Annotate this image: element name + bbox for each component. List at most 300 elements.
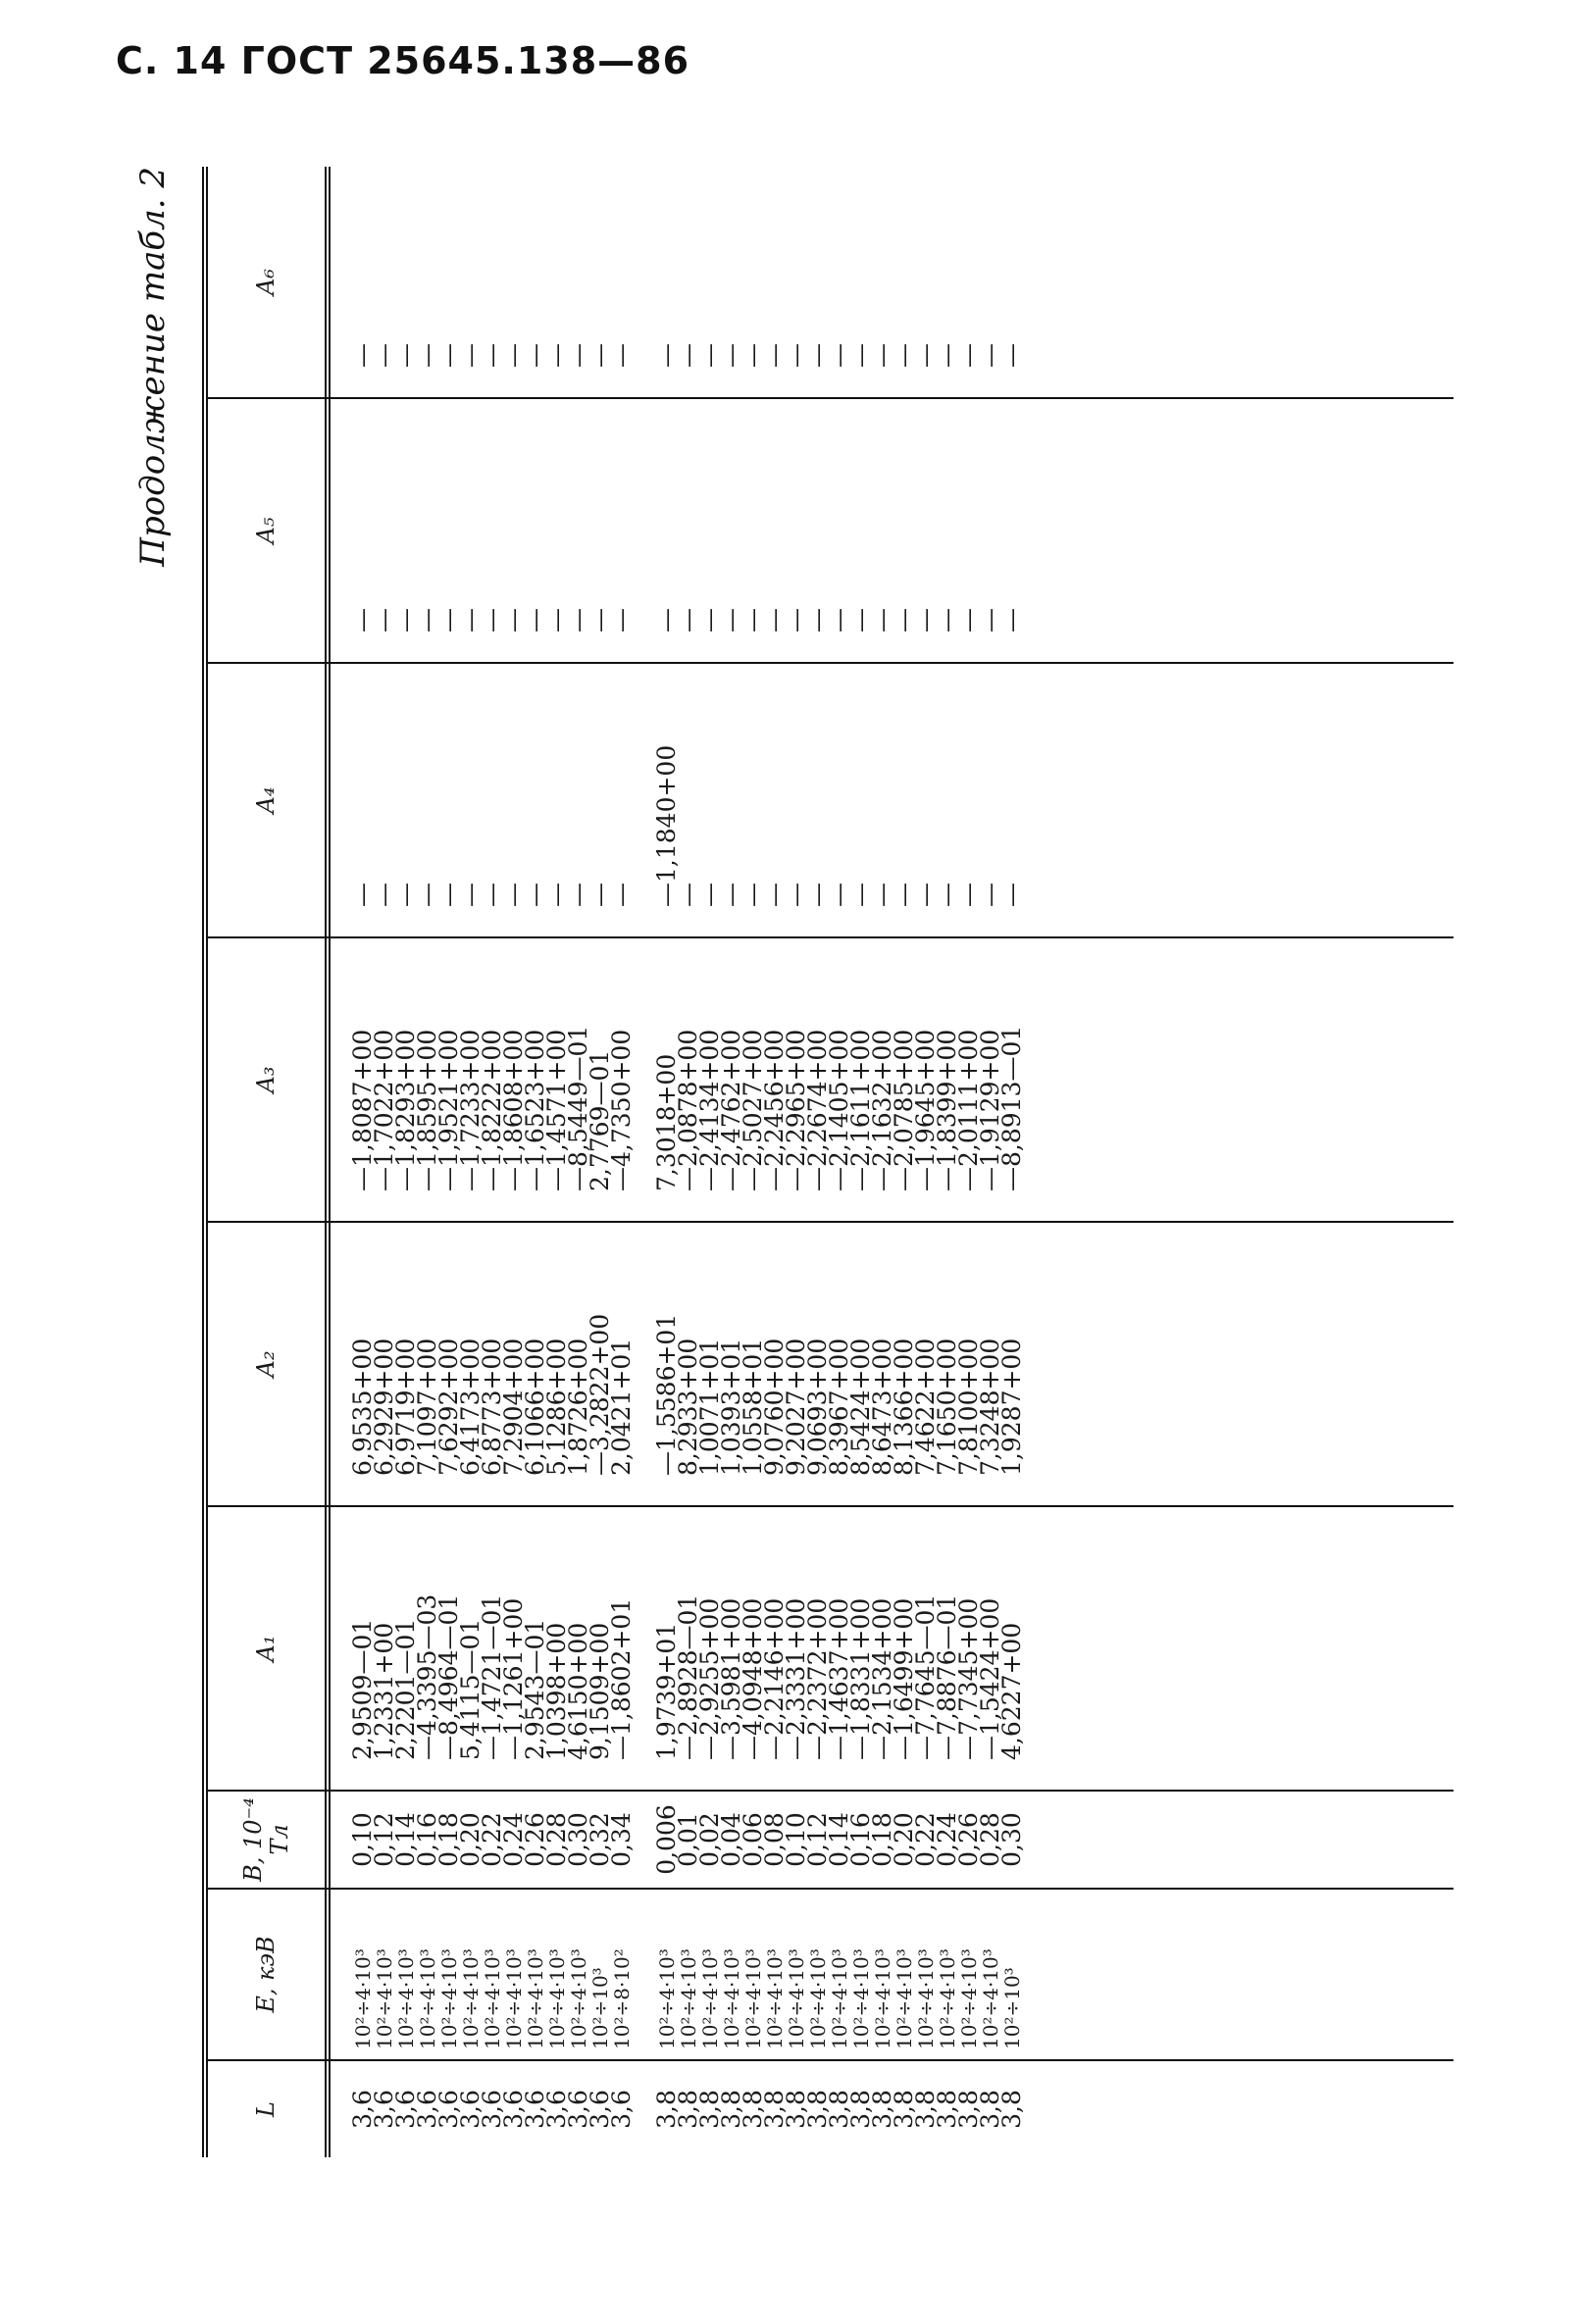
table-cell: 0,12 xyxy=(803,1812,832,1867)
table-cell: —7,7345+00 xyxy=(954,1597,983,1760)
table-cell: — xyxy=(607,883,636,907)
table-cell: —1,6523+00 xyxy=(521,1029,549,1191)
column-header-a1: A₁ xyxy=(208,1507,331,1790)
table-cell: 9,2027+00 xyxy=(782,1338,810,1476)
table-cell: 3,6 xyxy=(521,2090,549,2129)
table-cell: —4,0948+00 xyxy=(739,1597,767,1760)
table-cell: 7,8100+00 xyxy=(954,1338,983,1476)
column-a5 xyxy=(208,397,1454,662)
column-body-e xyxy=(331,1890,1454,2059)
table-cell: — xyxy=(717,343,745,368)
table-cell: —2,8928—01 xyxy=(674,1593,702,1760)
table-cell: 7,6292+00 xyxy=(434,1338,463,1476)
table-cell: — xyxy=(782,883,810,907)
column-l xyxy=(208,2059,1454,2157)
table-cell: 10²÷4·10³ xyxy=(677,1948,700,2049)
table-cell: —2,2965+00 xyxy=(782,1029,810,1191)
table-cell: 7,4622+00 xyxy=(911,1338,940,1476)
table-cell: —7,8876—01 xyxy=(933,1593,961,1760)
table-cell: 0,02 xyxy=(695,1812,724,1867)
column-header-a6: A₆ xyxy=(208,167,331,397)
table-cell: 10²÷4·10³ xyxy=(459,1948,483,2049)
table-cell: —8,8913—01 xyxy=(997,1025,1026,1191)
table-cell: — xyxy=(499,883,528,907)
table-cell: 3,8 xyxy=(739,2090,767,2129)
table-cell: — xyxy=(456,343,484,368)
table-cell: 3,8 xyxy=(782,2090,810,2129)
table-cell: 3,8 xyxy=(695,2090,724,2129)
table-cell: —4,7350+00 xyxy=(607,1029,636,1191)
table-cell: — xyxy=(348,343,377,368)
table-cell: — xyxy=(933,343,961,368)
table-cell: — xyxy=(499,343,528,368)
page-header: С. 14 ГОСТ 25645.138—86 xyxy=(116,39,690,82)
table-cell: —1,8222+00 xyxy=(478,1029,506,1191)
table-cell: — xyxy=(652,608,681,632)
table-cell: —2,1611+00 xyxy=(846,1029,875,1191)
table-cell: — xyxy=(370,883,398,907)
table-cell: 10²÷4·10³ xyxy=(720,1948,743,2049)
table-cell: — xyxy=(586,608,614,632)
table-cell: 0,01 xyxy=(674,1812,702,1867)
table-cell: — xyxy=(499,608,528,632)
table-cell: — xyxy=(803,883,832,907)
table-cell: — xyxy=(434,883,463,907)
table-cell: —8,5449—01 xyxy=(564,1025,592,1191)
table-cell: — xyxy=(521,608,549,632)
table-cell: — xyxy=(564,343,592,368)
table-cell: — xyxy=(846,883,875,907)
table-cell: — xyxy=(586,343,614,368)
column-body-l xyxy=(331,2061,1454,2157)
table-cell: —2,9255+00 xyxy=(695,1597,724,1760)
table-cell: 8,2933+00 xyxy=(674,1338,702,1476)
table-cell: 10²÷4·10³ xyxy=(437,1948,461,2049)
table-cell: —1,8087+00 xyxy=(348,1029,377,1191)
table-cell: 0,10 xyxy=(348,1812,377,1867)
table-cell: — xyxy=(717,608,745,632)
table-cell: 10²÷4·10³ xyxy=(481,1948,504,2049)
table-cell: 0,20 xyxy=(890,1812,918,1867)
table-cell: 10²÷10³ xyxy=(588,1967,612,2049)
table-cell: — xyxy=(868,608,896,632)
table-cell: —1,9645+00 xyxy=(911,1029,940,1191)
table-cell: 0,18 xyxy=(434,1812,463,1867)
table-cell: 0,22 xyxy=(911,1812,940,1867)
rotated-table xyxy=(133,167,1448,2157)
table-cell: — xyxy=(674,608,702,632)
table-cell: —8,4964—01 xyxy=(434,1593,463,1760)
table-cell: 0,28 xyxy=(976,1812,1004,1867)
column-a1 xyxy=(208,1505,1454,1790)
table-cell: — xyxy=(348,608,377,632)
table-cell: —2,0878+00 xyxy=(674,1029,702,1191)
table-cell: —7,7645—01 xyxy=(911,1593,940,1760)
column-header-l: L xyxy=(208,2061,331,2157)
table-cell: —1,5586+01 xyxy=(652,1313,681,1476)
table-cell: — xyxy=(825,883,853,907)
column-a2 xyxy=(208,1221,1454,1505)
column-body-a3 xyxy=(331,938,1454,1221)
table-cell: 10²÷4·10³ xyxy=(567,1948,590,2049)
table-cell: 10²÷4·10³ xyxy=(936,1948,959,2049)
table-cell: 0,26 xyxy=(521,1812,549,1867)
table-cell: — xyxy=(370,608,398,632)
table-cell: 10²÷4·10³ xyxy=(741,1948,765,2049)
table-cell: —1,8293+00 xyxy=(391,1029,420,1191)
table-cell: —1,9521+00 xyxy=(434,1029,463,1191)
table-cell: — xyxy=(976,883,1004,907)
table-cell: — xyxy=(542,883,571,907)
column-header-a4: A₄ xyxy=(208,664,331,936)
table-cell: — xyxy=(607,343,636,368)
table-cell: — xyxy=(674,883,702,907)
table-cell: — xyxy=(586,883,614,907)
table-cell: 0,30 xyxy=(997,1812,1026,1867)
table-cell: —2,2456+00 xyxy=(760,1029,789,1191)
table-cell: — xyxy=(391,883,420,907)
table-cell: —2,3331+00 xyxy=(782,1597,810,1760)
group-gap xyxy=(633,1890,656,2059)
column-body-a5 xyxy=(331,399,1454,662)
table-cell: — xyxy=(825,608,853,632)
table-cell: 5,1286+00 xyxy=(542,1338,571,1476)
table-cell: 0,16 xyxy=(413,1812,441,1867)
table-cell: — xyxy=(954,883,983,907)
table-cell: —2,1534+00 xyxy=(868,1597,896,1760)
table-cell: —1,5424+00 xyxy=(976,1597,1004,1760)
table-cell: 10²÷4·10³ xyxy=(698,1948,722,2049)
table-cell: 3,8 xyxy=(868,2090,896,2129)
table-cell: — xyxy=(911,883,940,907)
table-cell: — xyxy=(760,608,789,632)
table-cell: 10²÷4·10³ xyxy=(416,1948,439,2049)
table-cell: 10²÷4·10³ xyxy=(763,1948,787,2049)
table-cell: 7,1650+00 xyxy=(933,1338,961,1476)
table-cell: — xyxy=(652,343,681,368)
table-cell: — xyxy=(976,608,1004,632)
table-cell: — xyxy=(413,883,441,907)
table-cell: 0,14 xyxy=(825,1812,853,1867)
table-cell: — xyxy=(997,608,1026,632)
table-cell: 2,9543—01 xyxy=(521,1618,549,1760)
column-b xyxy=(208,1790,1454,1888)
table-cell: 3,8 xyxy=(717,2090,745,2129)
column-body-a6 xyxy=(331,167,1454,397)
column-header-a2: A₂ xyxy=(208,1223,331,1505)
table-cell: — xyxy=(739,343,767,368)
table-cell: — xyxy=(564,608,592,632)
table-cell: 0,28 xyxy=(542,1812,571,1867)
table-cell: 0,32 xyxy=(586,1812,614,1867)
table-cell: 3,8 xyxy=(803,2090,832,2129)
table-cell: — xyxy=(391,608,420,632)
table-cell: — xyxy=(846,343,875,368)
table-cell: —1,8602+01 xyxy=(607,1597,636,1760)
table-cell: 1,0398+00 xyxy=(542,1622,571,1760)
table-cell: 6,4173+00 xyxy=(456,1338,484,1476)
table-cell: 0,16 xyxy=(846,1812,875,1867)
table-cell: 3,6 xyxy=(607,2090,636,2129)
column-header-e: E, кэВ xyxy=(208,1890,331,2059)
table-cell: 3,6 xyxy=(586,2090,614,2129)
table-cell: 8,5424+00 xyxy=(846,1338,875,1476)
table-cell: — xyxy=(456,883,484,907)
table-cell: 6,9535+00 xyxy=(348,1338,377,1476)
table-cell: 3,8 xyxy=(846,2090,875,2129)
data-table xyxy=(202,167,1454,2157)
table-cell: — xyxy=(954,343,983,368)
table-cell: 0,12 xyxy=(370,1812,398,1867)
table-cell: — xyxy=(803,343,832,368)
table-cell: 3,6 xyxy=(456,2090,484,2129)
table-cell: 0,24 xyxy=(499,1812,528,1867)
table-cell: 10²÷4·10³ xyxy=(502,1948,526,2049)
table-cell: — xyxy=(717,883,745,907)
table-cell: 1,0558+01 xyxy=(739,1338,767,1476)
table-cell: 6,9719+00 xyxy=(391,1338,420,1476)
table-cell: —1,8399+00 xyxy=(933,1029,961,1191)
table-cell: — xyxy=(434,343,463,368)
table-cell: 6,2929+00 xyxy=(370,1338,398,1476)
table-cell: 10²÷4·10³ xyxy=(655,1948,679,2049)
table-cell: 6,1066+00 xyxy=(521,1338,549,1476)
table-cell: 8,1366+00 xyxy=(890,1338,918,1476)
table-cell: 3,8 xyxy=(976,2090,1004,2129)
table-cell: 3,6 xyxy=(413,2090,441,2129)
table-cell: 0,006 xyxy=(652,1804,681,1875)
column-a6 xyxy=(208,167,1454,397)
table-cell: 10²÷4·10³ xyxy=(373,1948,396,2049)
table-cell: 7,1097+00 xyxy=(413,1338,441,1476)
table-cell: 0,34 xyxy=(607,1812,636,1867)
table-cell: 3,8 xyxy=(890,2090,918,2129)
table-cell: 0,22 xyxy=(478,1812,506,1867)
table-cell: 2,7769—01 xyxy=(586,1049,614,1191)
table-cell: 2,0421+01 xyxy=(607,1338,636,1476)
table-cell: 3,8 xyxy=(911,2090,940,2129)
table-cell: — xyxy=(890,343,918,368)
table-cell: —2,0111+00 xyxy=(954,1029,983,1191)
table-cell: 3,8 xyxy=(674,2090,702,2129)
table-cell: 0,20 xyxy=(456,1812,484,1867)
table-cell: 8,3967+00 xyxy=(825,1338,853,1476)
table-cell: 1,8726+00 xyxy=(564,1338,592,1476)
table-cell: 1,9739+01 xyxy=(652,1622,681,1760)
table-cell: —2,4762+00 xyxy=(717,1029,745,1191)
table-cell: — xyxy=(391,343,420,368)
table-cell: —1,1840+00 xyxy=(652,744,681,907)
table-cell: —2,2146+00 xyxy=(760,1597,789,1760)
table-cell: 10²÷4·10³ xyxy=(892,1948,916,2049)
table-cell: 3,6 xyxy=(478,2090,506,2129)
table-cell: — xyxy=(868,883,896,907)
table-cell: —2,2372+00 xyxy=(803,1597,832,1760)
table-cell: — xyxy=(782,608,810,632)
table-cell: —2,2674+00 xyxy=(803,1029,832,1191)
table-cell: 10²÷4·10³ xyxy=(806,1948,830,2049)
table-cell: 8,6473+00 xyxy=(868,1338,896,1476)
table-cell: — xyxy=(911,343,940,368)
table-cell: — xyxy=(890,883,918,907)
table-cell: 3,8 xyxy=(652,2090,681,2129)
table-cell: 9,0760+00 xyxy=(760,1338,789,1476)
table-cell: 3,6 xyxy=(391,2090,420,2129)
table-cell: 3,6 xyxy=(499,2090,528,2129)
table-cell: — xyxy=(997,343,1026,368)
table-cell: — xyxy=(954,608,983,632)
column-body-a4 xyxy=(331,664,1454,936)
table-cell: —3,2822+00 xyxy=(586,1313,614,1476)
table-cell: —2,5027+00 xyxy=(739,1029,767,1191)
column-body-b xyxy=(331,1792,1454,1888)
table-cell: — xyxy=(478,883,506,907)
table-cell: — xyxy=(933,608,961,632)
table-cell: 6,8773+00 xyxy=(478,1338,506,1476)
table-cell: 10²÷4·10³ xyxy=(871,1948,894,2049)
table-cell: 0,14 xyxy=(391,1812,420,1867)
column-e xyxy=(208,1888,1454,2059)
table-cell: —1,4637+00 xyxy=(825,1597,853,1760)
table-cell: —1,8608+00 xyxy=(499,1029,528,1191)
table-cell: — xyxy=(413,343,441,368)
table-cell: — xyxy=(933,883,961,907)
table-cell: 10²÷4·10³ xyxy=(828,1948,851,2049)
column-header-b: B, 10⁻⁴ Тл xyxy=(208,1792,331,1888)
table-cell: — xyxy=(521,343,549,368)
table-cell: 10²÷4·10³ xyxy=(545,1948,569,2049)
column-body-a2 xyxy=(331,1223,1454,1505)
table-cell: — xyxy=(911,608,940,632)
table-cell: 7,2904+00 xyxy=(499,1338,528,1476)
table-cell: 9,1509+00 xyxy=(586,1622,614,1760)
table-cell: 3,6 xyxy=(370,2090,398,2129)
table-cell: — xyxy=(760,343,789,368)
table-cell: —1,8595+00 xyxy=(413,1029,441,1191)
table-cell: 3,8 xyxy=(933,2090,961,2129)
table-cell: 3,8 xyxy=(825,2090,853,2129)
column-body-a1 xyxy=(331,1507,1454,1790)
table-cell: — xyxy=(456,608,484,632)
table-cell: — xyxy=(564,883,592,907)
table-cell: 3,6 xyxy=(348,2090,377,2129)
table-cell: —4,3395—03 xyxy=(413,1593,441,1760)
table-cell: —3,5981+00 xyxy=(717,1597,745,1760)
table-cell: — xyxy=(825,343,853,368)
table-cell: 0,04 xyxy=(717,1812,745,1867)
table-cell: —2,0785+00 xyxy=(890,1029,918,1191)
table-cell: —2,1632+00 xyxy=(868,1029,896,1191)
table-cell: —1,7233+00 xyxy=(456,1029,484,1191)
table-cell: 0,18 xyxy=(868,1812,896,1867)
table-cell: — xyxy=(976,343,1004,368)
table-cell: — xyxy=(607,608,636,632)
table-cell: — xyxy=(997,883,1026,907)
table-cell: — xyxy=(674,343,702,368)
table-cell: 10²÷4·10³ xyxy=(524,1948,547,2049)
table-cell: 10²÷4·10³ xyxy=(914,1948,938,2049)
column-a3 xyxy=(208,936,1454,1221)
table-cell: 10²÷4·10³ xyxy=(979,1948,1002,2049)
table-cell: — xyxy=(695,343,724,368)
column-header-a3: A₃ xyxy=(208,938,331,1221)
table-cell: — xyxy=(760,883,789,907)
table-cell: 1,0071+01 xyxy=(695,1338,724,1476)
table-cell: —2,1405+00 xyxy=(825,1029,853,1191)
table-cell: — xyxy=(782,343,810,368)
table-cell: — xyxy=(348,883,377,907)
table-cell: 10²÷10³ xyxy=(1000,1967,1024,2049)
table-cell: 2,9509—01 xyxy=(348,1618,377,1760)
table-cell: 7,3018+00 xyxy=(652,1053,681,1191)
table-cell: 10²÷4·10³ xyxy=(394,1948,418,2049)
table-cell: —1,7022+00 xyxy=(370,1029,398,1191)
table-cell: 10²÷4·10³ xyxy=(351,1948,375,2049)
table-cell: —1,4571+00 xyxy=(542,1029,571,1191)
table-cell: — xyxy=(521,883,549,907)
table-cell: 1,2331+00 xyxy=(370,1622,398,1760)
table-continuation-label: Продолжение табл. 2 xyxy=(133,167,173,567)
table-cell: 3,8 xyxy=(997,2090,1026,2129)
table-cell: —1,4721—01 xyxy=(478,1593,506,1760)
table-cell: — xyxy=(370,343,398,368)
table-cell: — xyxy=(478,608,506,632)
table-cell: — xyxy=(695,608,724,632)
table-cell: 0,06 xyxy=(739,1812,767,1867)
table-cell: 3,8 xyxy=(954,2090,983,2129)
table-cell: 0,26 xyxy=(954,1812,983,1867)
table-cell: 4,6227+00 xyxy=(997,1622,1026,1760)
table-cell: 3,6 xyxy=(542,2090,571,2129)
table-cell: — xyxy=(739,608,767,632)
column-a4 xyxy=(208,662,1454,936)
table-cell: 4,6150+00 xyxy=(564,1622,592,1760)
table-cell: 3,6 xyxy=(434,2090,463,2129)
table-cell: — xyxy=(413,608,441,632)
table-cell: 7,3248+00 xyxy=(976,1338,1004,1476)
table-cell: — xyxy=(542,343,571,368)
table-cell: — xyxy=(695,883,724,907)
table-cell: 9,0693+00 xyxy=(803,1338,832,1476)
table-cell: 0,24 xyxy=(933,1812,961,1867)
table-cell: — xyxy=(739,883,767,907)
table-cell: — xyxy=(868,343,896,368)
table-cell: —1,9129+00 xyxy=(976,1029,1004,1191)
table-cell: 1,9287+00 xyxy=(997,1338,1026,1476)
table-cell: 0,10 xyxy=(782,1812,810,1867)
table-cell: 0,30 xyxy=(564,1812,592,1867)
table-cell: 10²÷4·10³ xyxy=(849,1948,873,2049)
table-cell: — xyxy=(478,343,506,368)
table-cell: 3,6 xyxy=(564,2090,592,2129)
table-cell: —1,8331+00 xyxy=(846,1597,875,1760)
table-cell: 2,2201—01 xyxy=(391,1618,420,1760)
table-cell: 10²÷4·10³ xyxy=(785,1948,808,2049)
table-cell: 3,8 xyxy=(760,2090,789,2129)
table-cell: 10²÷4·10³ xyxy=(957,1948,981,2049)
table-cell: —2,4134+00 xyxy=(695,1029,724,1191)
table-cell: 1,0393+01 xyxy=(717,1338,745,1476)
table-cell: 5,4115—01 xyxy=(456,1618,484,1760)
table-cell: — xyxy=(542,608,571,632)
table-cell: 10²÷8·10² xyxy=(610,1948,634,2049)
table-cell: 0,08 xyxy=(760,1812,789,1867)
column-header-a5: A₅ xyxy=(208,399,331,662)
table-cell: — xyxy=(890,608,918,632)
table-cell: — xyxy=(434,608,463,632)
table-cell: —1,1261+00 xyxy=(499,1597,528,1760)
table-cell: — xyxy=(803,608,832,632)
